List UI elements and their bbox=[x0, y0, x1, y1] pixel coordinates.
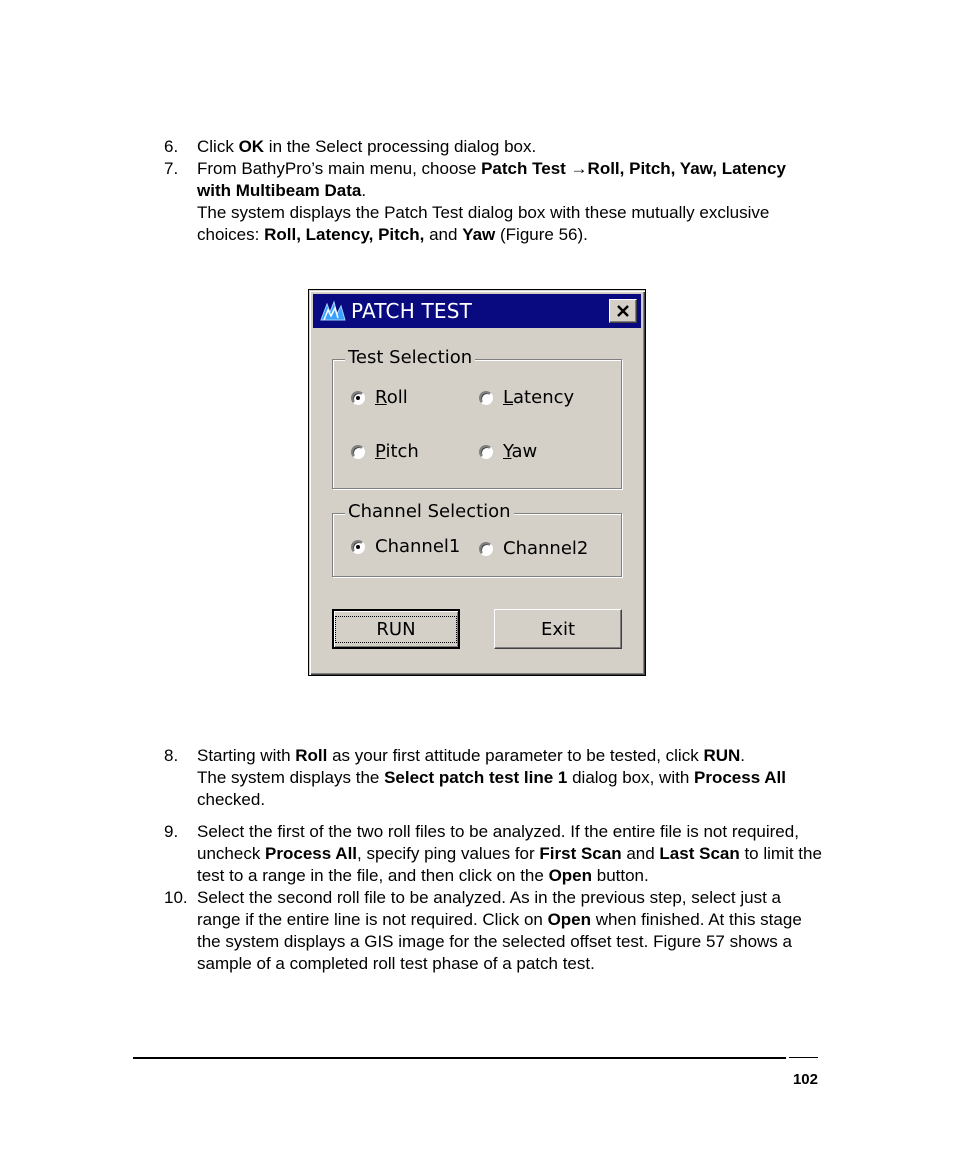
step-note: The system displays the Patch Test dialog box with these mutually exclusive choices: Roll, Latency, Pitch, and Yaw (Figure 56). bbox=[197, 203, 770, 244]
radio-yaw[interactable] bbox=[479, 441, 537, 462]
radio-label-roll: Roll bbox=[375, 387, 408, 408]
step-number: 6. bbox=[164, 137, 179, 156]
radio-label-yaw: Yaw bbox=[503, 441, 538, 462]
step-note: The system displays the Select patch test line 1 dialog box, with Process All checked. bbox=[197, 768, 786, 809]
step-text: Click OK in the Select processing dialog box. bbox=[197, 137, 537, 156]
radio-label-pitch: Pitch bbox=[375, 441, 419, 462]
exit-button[interactable] bbox=[494, 609, 622, 649]
step-text: From BathyPro’s main menu, choose Patch Test →Roll, Pitch, Yaw, Latency with Multibeam Data. bbox=[197, 159, 786, 200]
test-selection-label: Test Selection bbox=[345, 347, 475, 369]
instructions-bottom bbox=[164, 745, 824, 975]
dialog-title: PATCH TEST bbox=[351, 299, 473, 323]
step-text: Starting with Roll as your first attitude parameter to be tested, click RUN. bbox=[197, 746, 746, 765]
step-number: 7. bbox=[164, 159, 179, 178]
step-number: 8. bbox=[164, 746, 179, 765]
patch-test-dialog bbox=[308, 289, 646, 676]
radio-button[interactable] bbox=[479, 445, 493, 459]
step-7 bbox=[164, 158, 824, 246]
close-button[interactable] bbox=[609, 299, 637, 323]
radio-latency[interactable] bbox=[479, 387, 574, 408]
test-selection-group bbox=[332, 347, 622, 489]
run-button[interactable] bbox=[332, 609, 460, 649]
page-number: 102 bbox=[792, 1071, 818, 1088]
radio-label-channel1: Channel1 bbox=[375, 536, 461, 557]
step-number: 10. bbox=[164, 888, 188, 907]
radio-button[interactable] bbox=[479, 542, 493, 556]
run-button-label: RUN bbox=[335, 616, 456, 643]
radio-channel1[interactable] bbox=[351, 536, 460, 557]
dialog-titlebar[interactable] bbox=[313, 294, 641, 328]
step-text: Select the second roll file to be analyzed. As in the previous step, select just a range if the entire line is not required. Click on Open when finished. At this stage the system displays a GIS image for the selected offset test. Figure 57 shows a sample of a completed roll test phase of a patch test. bbox=[197, 888, 802, 973]
radio-button[interactable] bbox=[351, 391, 365, 405]
channel-selection-group bbox=[332, 501, 622, 577]
footer-rule-short bbox=[789, 1057, 818, 1058]
radio-label-latency: Latency bbox=[503, 387, 575, 408]
close-icon bbox=[616, 305, 630, 317]
radio-button[interactable] bbox=[351, 540, 365, 554]
radio-button[interactable] bbox=[479, 391, 493, 405]
app-logo-icon bbox=[319, 300, 347, 322]
exit-button-label: Exit bbox=[540, 618, 576, 640]
radio-label-channel2: Channel2 bbox=[503, 538, 589, 559]
step-6 bbox=[164, 136, 824, 158]
radio-button[interactable] bbox=[351, 445, 365, 459]
step-number: 9. bbox=[164, 822, 179, 841]
radio-pitch[interactable] bbox=[351, 441, 419, 462]
step-text: Select the first of the two roll files to be analyzed. If the entire file is not required, uncheck Process All, specify ping values for First Scan and Last Scan to limit the test to a range in the file, and then click on the Open button. bbox=[197, 822, 822, 885]
radio-channel2[interactable] bbox=[479, 538, 588, 559]
step-10 bbox=[164, 887, 824, 975]
footer-rule bbox=[133, 1057, 786, 1059]
radio-roll[interactable] bbox=[351, 387, 408, 408]
instructions-top bbox=[164, 136, 824, 246]
step-8 bbox=[164, 745, 824, 811]
channel-selection-label: Channel Selection bbox=[345, 501, 514, 523]
step-9 bbox=[164, 821, 824, 887]
